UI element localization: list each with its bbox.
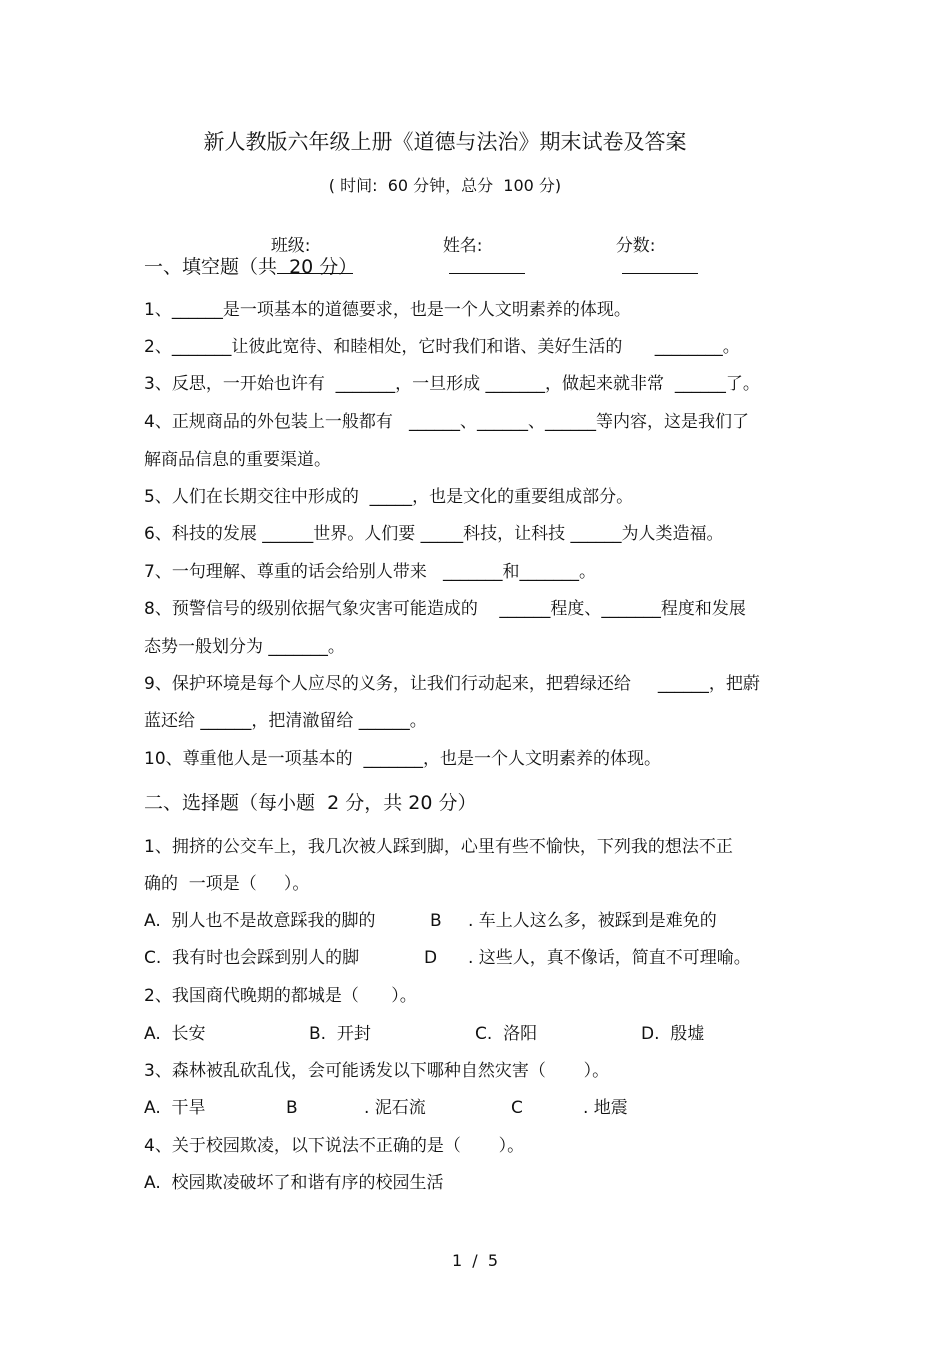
q4-option-a: A. 校园欺凌破坏了和谐有序的校园生活 bbox=[144, 1173, 444, 1193]
q2-option-c: C. 洛阳 bbox=[475, 1024, 538, 1044]
q2-stem: 2、我国商代晚期的都城是（ ）。 bbox=[144, 986, 417, 1006]
q1-option-d: . 这些人，真不像话，简直不可理喻。 bbox=[468, 948, 751, 968]
page-number: 1 / 5 bbox=[451, 1251, 499, 1270]
q4-stem: 4、关于校园欺凌，以下说法不正确的是（ ）。 bbox=[144, 1136, 525, 1156]
q1-option-b-letter: B bbox=[430, 911, 442, 931]
q3-option-b: . 泥石流 bbox=[364, 1098, 426, 1118]
score-label: 分数: bbox=[615, 236, 656, 256]
q3-option-b-letter: B bbox=[286, 1098, 298, 1118]
fill-line-8: 8、预警信号的级别依据气象灾害可能造成的 ______程度、_______程度和发展 bbox=[144, 599, 746, 619]
class-label: 班级: bbox=[270, 236, 311, 256]
name-label: 姓名: bbox=[442, 236, 483, 256]
fill-line-4: 4、正规商品的外包装上一般都有 ______、______、______等内容，这是我们了 bbox=[144, 412, 750, 432]
q3-option-a: A. 干旱 bbox=[144, 1098, 206, 1118]
q1-option-b: . 车上人这么多，被踩到是难免的 bbox=[468, 911, 717, 931]
fill-line-4-cont: 解商品信息的重要渠道。 bbox=[144, 450, 331, 470]
q1-option-a: A. 别人也不是故意踩我的脚的 bbox=[144, 911, 376, 931]
q3-option-c: . 地震 bbox=[583, 1098, 628, 1118]
score-blank bbox=[622, 257, 698, 274]
fill-line-5: 5、人们在长期交往中形成的 _____，也是文化的重要组成部分。 bbox=[144, 487, 634, 507]
section1-heading: 一、填空题（共 20 分） bbox=[144, 256, 358, 278]
q1-option-c: C. 我有时也会踩到别人的脚 bbox=[144, 948, 360, 968]
q1-option-d-letter: D bbox=[424, 948, 438, 968]
page-title: 新人教版六年级上册《道德与法治》期末试卷及答案 bbox=[203, 130, 687, 154]
fill-line-7: 7、一句理解、尊重的话会给别人带来 _______和_______。 bbox=[144, 562, 597, 582]
fill-line-10: 10、尊重他人是一项基本的 _______，也是一个人文明素养的体现。 bbox=[144, 749, 661, 769]
fill-line-8-cont: 态势一般划分为 _______。 bbox=[144, 637, 345, 657]
fill-line-6: 6、科技的发展 ______世界。人们要 _____科技，让科技 ______为人类造福。 bbox=[144, 524, 724, 544]
q2-option-b: B. 开封 bbox=[309, 1024, 371, 1044]
q2-option-d: D. 殷墟 bbox=[641, 1024, 705, 1044]
name-blank bbox=[449, 257, 525, 274]
name-field bbox=[432, 213, 525, 280]
fill-line-1: 1、______是一项基本的道德要求，也是一个人文明素养的体现。 bbox=[144, 300, 631, 320]
section2-heading: 二、选择题（每小题 2 分，共 20 分） bbox=[144, 792, 477, 814]
fill-line-9-cont: 蓝还给 ______，把清澈留给 ______。 bbox=[144, 711, 427, 731]
fill-line-2: 2、_______让彼此宽待、和睦相处，它时我们和谐、美好生活的 ________。 bbox=[144, 337, 740, 357]
q3-stem: 3、森林被乱砍乱伐，会可能诱发以下哪种自然灾害（ ）。 bbox=[144, 1061, 610, 1081]
score-field bbox=[605, 213, 698, 280]
q2-option-a: A. 长安 bbox=[144, 1024, 206, 1044]
fill-line-3: 3、反思，一开始也许有 _______，一旦形成 _______，做起来就非常 ______了。 bbox=[144, 374, 760, 394]
q1-stem: 1、拥挤的公交车上，我几次被人踩到脚，心里有些不愉快，下列我的想法不正 bbox=[144, 837, 733, 857]
q1-stem-cont: 确的 一项是（ ）。 bbox=[144, 874, 310, 894]
fill-line-9: 9、保护环境是每个人应尽的义务，让我们行动起来，把碧绿还给 ______，把蔚 bbox=[144, 674, 760, 694]
exam-subtitle: ( 时间: 60 分钟，总分 100 分) bbox=[328, 176, 562, 195]
q3-option-c-letter: C bbox=[511, 1098, 523, 1118]
